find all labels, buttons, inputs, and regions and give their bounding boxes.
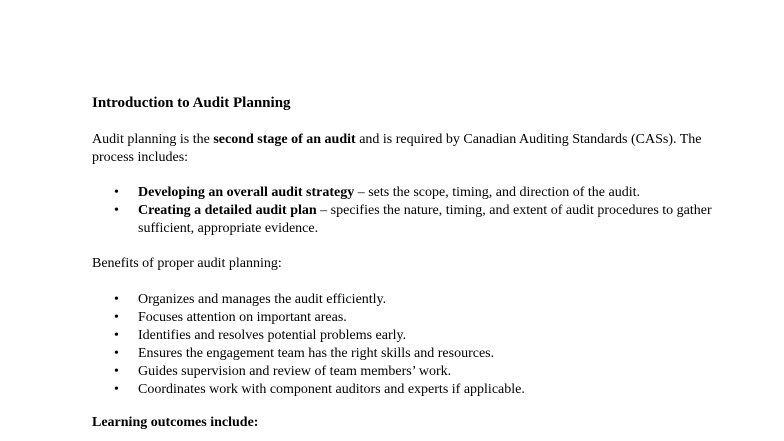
intro-paragraph — [92, 131, 702, 167]
benefit-text: Organizes and manages the audit efficiently. — [138, 292, 387, 307]
benefit-text: Ensures the engagement team has the right skills and resources. — [138, 346, 495, 361]
list-item — [92, 184, 712, 202]
bullet-icon: • — [114, 292, 119, 307]
process-item-text: – specifies the nature, timing, and extent of audit procedures to gather sufficient, appropriate evidence. — [138, 203, 712, 236]
list-item — [92, 291, 712, 309]
benefits-heading: Benefits of proper audit planning: — [92, 256, 282, 271]
list-item — [92, 381, 712, 399]
list-item — [92, 309, 712, 327]
intro-bold-phrase: second stage of an audit — [213, 132, 356, 147]
bullet-icon: • — [114, 310, 119, 325]
list-item — [92, 202, 712, 238]
process-list — [92, 184, 712, 238]
intro-text-start: Audit planning is the — [92, 132, 214, 147]
benefit-text: Identifies and resolves potential problems early. — [138, 328, 407, 343]
intro-text-end: and is required by Canadian Auditing Standards (CASs). The process includes: — [92, 132, 702, 165]
bullet-icon: • — [114, 328, 119, 343]
bullet-icon: • — [114, 364, 119, 379]
list-item — [92, 345, 712, 363]
process-item-title: Creating a detailed audit plan — [138, 203, 317, 218]
list-item — [92, 327, 712, 345]
benefits-list — [92, 291, 712, 399]
learning-outcomes-heading: Learning outcomes include: — [92, 415, 259, 430]
list-item — [92, 363, 712, 381]
process-item-text: – sets the scope, timing, and direction of the audit. — [354, 185, 640, 200]
bullet-icon: • — [114, 185, 119, 200]
bullet-icon: • — [114, 382, 119, 397]
benefit-text: Coordinates work with component auditors and experts if applicable. — [138, 382, 525, 397]
document-heading: Introduction to Audit Planning — [92, 95, 291, 111]
bullet-icon: • — [114, 346, 119, 361]
benefit-text: Focuses attention on important areas. — [138, 310, 347, 325]
process-item-title: Developing an overall audit strategy — [138, 185, 355, 200]
benefit-text: Guides supervision and review of team members’ work. — [138, 364, 452, 379]
bullet-icon: • — [114, 203, 119, 218]
